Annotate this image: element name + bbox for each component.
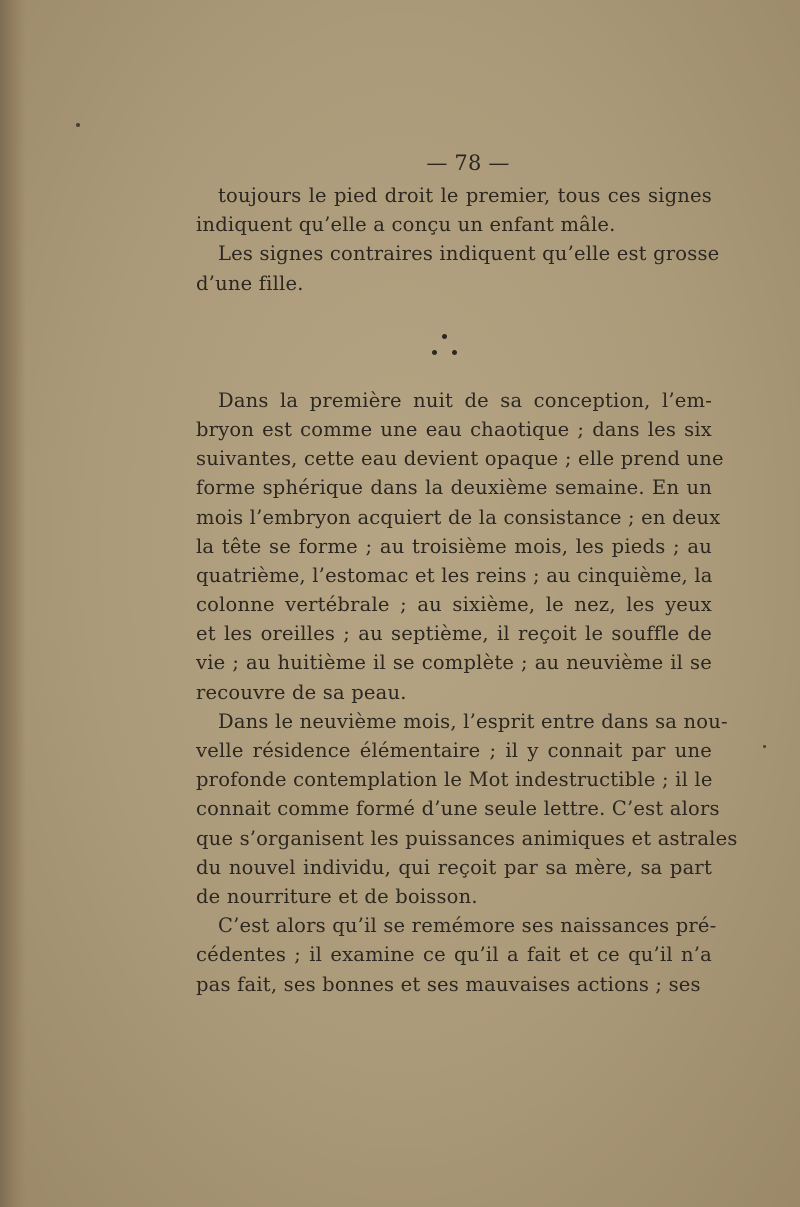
ink-speck [763,745,766,748]
text-line: Dans la première nuit de sa conception, l’em- [218,388,712,412]
text-line: connait comme formé d’une seule lettre. C’est alors [196,797,720,821]
text-line: indiquent qu’elle a conçu un enfant mâle. [196,213,616,237]
text-line: bryon est comme une eau chaotique ; dans les six [196,417,712,441]
paragraph [196,707,738,911]
paragraph [196,239,720,297]
text-line: cédentes ; il examine ce qu’il a fait et ce qu’il n’a [196,943,712,967]
text-line: Dans le neuvième mois, l’esprit entre dans sa nou- [218,709,728,733]
paragraph [196,911,717,999]
text-line: toujours le pied droit le premier, tous ces signes [218,184,712,207]
text-line: forme sphérique dans la deuxième semaine. En un [196,476,712,500]
text-line: profonde contemplation le Mot indestructible ; il le [196,768,713,792]
text-line: quatrième, l’estomac et les reins ; au cinquième, la [196,563,713,587]
text-line: de nourriture et de boisson. [196,884,478,908]
text-line: colonne vertébrale ; au sixième, le nez, les yeux [196,593,712,617]
text-line: d’une fille. [196,271,304,295]
ink-speck [76,123,80,127]
text-line: que s’organisent les puissances animiques et astrales [196,826,738,850]
paragraph [196,181,712,239]
text-line: mois l’embryon acquiert de la consistance ; en deux [196,505,721,529]
text-line: suivantes, cette eau devient opaque ; elle prend une [196,447,724,471]
text-block [196,145,738,999]
separator-asterism-dot [452,350,457,355]
text-line: vie ; au huitième il se complète ; au neuvième il se [196,651,712,675]
text-line: du nouvel individu, qui reçoit par sa mère, sa part [196,855,712,879]
top-paragraphs [196,181,720,298]
text-line: pas fait, ses bonnes et ses mauvaises actions ; ses [196,972,701,996]
text-line: et les oreilles ; au septième, il reçoit le souffle de [196,622,712,646]
bottom-paragraphs [196,386,738,999]
page-number: — 78 — [426,151,510,175]
text-line: Les signes contraires indiquent qu’elle est grosse [218,242,720,266]
text-line: recouvre de sa peau. [196,680,407,704]
paragraph [196,386,724,707]
separator-asterism-dot [442,334,447,339]
text-line: C’est alors qu’il se remémore ses naissances pré- [218,914,717,938]
text-line: velle résidence élémentaire ; il y connait par une [196,739,712,762]
page-edge-shadow [0,0,26,1207]
separator-asterism-dot [432,350,437,355]
text-line: la tête se forme ; au troisième mois, les pieds ; au [196,534,712,558]
section-separator [196,298,712,386]
